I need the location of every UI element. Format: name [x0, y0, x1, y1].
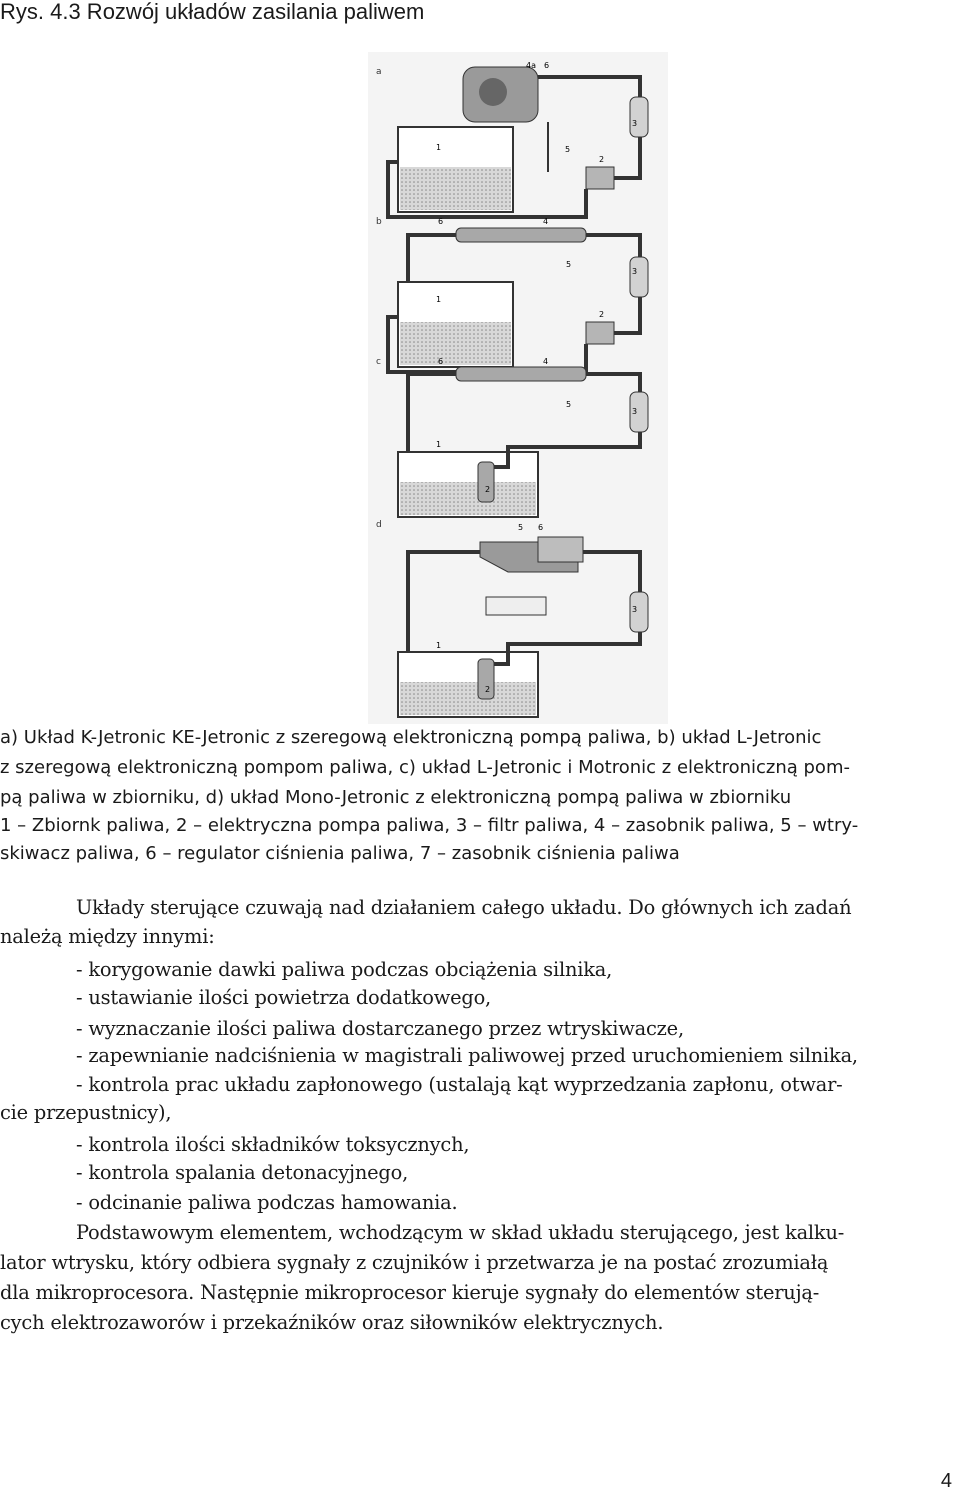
svg-text:d: d	[376, 520, 382, 530]
panel-label-a: a	[376, 67, 382, 77]
diagram-panel-d	[376, 520, 648, 717]
svg-text:5: 5	[566, 260, 572, 269]
paragraph-line: cych elektrozaworów i przekaźników oraz siłowników elektrycznych.	[0, 1311, 664, 1334]
svg-text:1: 1	[436, 440, 442, 449]
svg-text:1: 1	[436, 641, 442, 650]
svg-text:2: 2	[485, 485, 491, 494]
svg-text:1: 1	[436, 143, 442, 152]
page-number: 4	[940, 1470, 952, 1492]
svg-text:3: 3	[632, 605, 638, 614]
svg-text:6: 6	[538, 523, 544, 532]
diagram-panel-a	[376, 61, 648, 217]
task-item: - korygowanie dawki paliwa podczas obciążenia silnika,	[76, 958, 613, 981]
paragraph-line: Podstawowym elementem, wchodzącym w skład układu sterującego, jest kalku-	[76, 1221, 845, 1244]
svg-text:2: 2	[599, 310, 605, 319]
caption-line: pą paliwa w zbiorniku, d) układ Mono-Jetronic z elektroniczną pompą paliwa w zbiorniku	[0, 787, 792, 808]
svg-text:b: b	[376, 217, 382, 227]
svg-text:5: 5	[518, 523, 524, 532]
task-item: - wyznaczanie ilości paliwa dostarczanego przez wtryskiwacze,	[76, 1017, 684, 1040]
svg-text:3: 3	[632, 407, 638, 416]
figure-title: Rys. 4.3 Rozwój układów zasilania paliwem	[0, 0, 425, 24]
svg-text:1: 1	[436, 295, 442, 304]
svg-text:5: 5	[566, 400, 572, 409]
svg-text:5: 5	[565, 145, 571, 154]
svg-text:4a: 4a	[526, 61, 536, 70]
paragraph-line: lator wtrysku, który odbiera sygnały z czujników i przetwarza je na postać zrozumiałą	[0, 1251, 829, 1274]
task-item-continuation: cie przepustnicy),	[0, 1101, 172, 1124]
svg-text:6: 6	[544, 61, 550, 70]
paragraph-line: dla mikroprocesora. Następnie mikroprocesor kieruje sygnały do elementów sterują-	[0, 1281, 820, 1304]
diagram-panel-b	[376, 217, 648, 372]
paragraph-line: należą między innymi:	[0, 925, 215, 948]
svg-text:2: 2	[485, 685, 491, 694]
task-item: - odcinanie paliwa podczas hamowania.	[76, 1191, 458, 1214]
svg-text:6: 6	[438, 217, 444, 226]
paragraph-line: Układy sterujące czuwają nad działaniem całego układu. Do głównych ich zadań	[76, 896, 852, 919]
diagram-panel-c	[376, 357, 648, 517]
svg-text:3: 3	[632, 119, 638, 128]
task-item: - ustawianie ilości powietrza dodatkowego,	[76, 986, 492, 1009]
svg-text:4: 4	[543, 357, 549, 366]
svg-text:6: 6	[438, 357, 444, 366]
svg-text:4: 4	[543, 217, 549, 226]
task-item: - kontrola spalania detonacyjnego,	[76, 1161, 409, 1184]
fuel-system-diagram	[368, 52, 668, 724]
svg-text:3: 3	[632, 267, 638, 276]
task-item: - kontrola prac układu zapłonowego (ustalają kąt wyprzedzania zapłonu, otwar-	[76, 1073, 843, 1096]
task-item: - zapewnianie nadciśnienia w magistrali paliwowej przed uruchomieniem silnika,	[76, 1044, 858, 1067]
task-item: - kontrola ilości składników toksycznych,	[76, 1133, 470, 1156]
caption-line: a) Układ K-Jetronic KE-Jetronic z szeregową elektroniczną pompą paliwa, b) układ L-Jetronic	[0, 727, 822, 748]
svg-text:2: 2	[599, 155, 605, 164]
caption-line: 1 – Zbiornk paliwa, 2 – elektryczna pompa paliwa, 3 – filtr paliwa, 4 – zasobnik paliwa, 5 – wtry-	[0, 815, 859, 836]
caption-line: skiwacz paliwa, 6 – regulator ciśnienia paliwa, 7 – zasobnik ciśnienia paliwa	[0, 843, 680, 864]
caption-line: z szeregową elektroniczną pompom paliwa, c) układ L-Jetronic i Motronic z elektroniczną pom-	[0, 757, 850, 778]
svg-text:c: c	[376, 357, 381, 367]
